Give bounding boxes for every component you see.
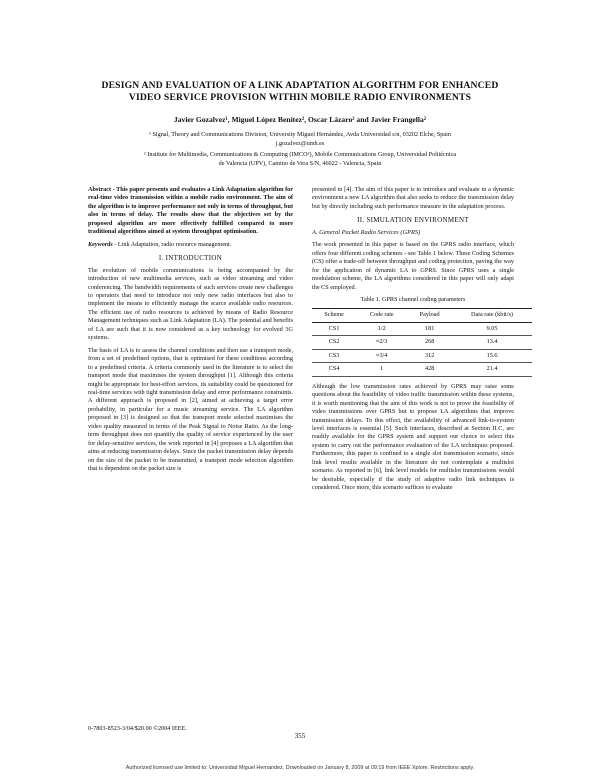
table-row	[312, 322, 532, 335]
table-cell: 21.4	[486, 365, 498, 373]
table-cell: 9.05	[486, 324, 498, 332]
copyright-code: 0-7803-8523-3/04/$20.00 ©2004 IEEE.	[88, 725, 187, 732]
table-cell: 268	[425, 338, 435, 346]
right-continuation-paragraph: presented in [4]. The aim of this paper is to introduce and evaluate in a dynamic environment a new LA algorithm that also seeks to reduce the transmission delay but by directly including such performance measure in the adaptation process.	[312, 186, 514, 210]
keywords-text: - Link Adaptation, radio resource management.	[112, 240, 232, 248]
table-cell: ≈2/3	[376, 338, 388, 346]
intro-paragraph-2: The basis of LA is to assess the channel conditions and then use a transport mode, from a set of predefined options, that is optimised for these conditions according to a predefined criteria. A criteria commonly used in the literature is to select the transport mode that maximises the system throughput [1]. Although this criteria might be appropriate for best-effort services, its suitability could be questioned for real-time services with tight transmission delay and error performance constraints. A different approach is proposed in [2], aimed at achieving a target error probability, in particular for a music streaming service. The LA algorithm proposed in [3] is designed so that the transport mode selected maximises the video quality measured in terms of the Peak Signal to Noise Ratio. As the long-term throughput does not quantify the quality of service experienced by the user for delay-sensitive services, the work reported in [4] proposes a LA algorithm that aims at reducing transmission delays. Since the packet transmission delay depends on the size of the packet to be transmitted, a transport mode selection algorithm that is dependent on the packet size is	[88, 346, 293, 473]
author-list: Javier Gozalvez¹, Miguel López Benítez², Oscar Lázaro² and Javier Frangella²	[173, 115, 427, 124]
table-row	[312, 349, 532, 362]
table-row	[312, 336, 532, 349]
table-cell: CS2	[328, 338, 340, 346]
paper-title	[60, 80, 540, 103]
left-column	[88, 186, 293, 478]
affiliation-2	[64, 151, 536, 168]
table-cell: CS3	[328, 351, 340, 359]
intro-paragraph-1: The evolution of mobile communications is being accompanied by the introduction of new multimedia services, such as video streaming and video conferencing. The bandwidth requirements of such services create new challenges to operators that need to introduce not only new radio interfaces but also to implement the means to efficiently manage the scarce available radio resources. The efficient use of radio resources is achieved by means of Radio Resource Management techniques such as Link Adaptation (LA). The potential and benefits of LA are such that it is now considered as a key technology for evolved 3G systems.	[88, 266, 293, 342]
coding-scheme-table	[312, 308, 532, 376]
table-cell: CS4	[328, 365, 340, 373]
table-cell: 13.4	[486, 338, 498, 346]
table-header-row	[312, 309, 532, 322]
section-heading-simulation: II. SIMULATION ENVIRONMENT	[357, 216, 469, 225]
keywords	[88, 241, 293, 249]
affiliation-2-cont: de Valencia (UPV), Camino de Vera S/N, 46022 - Valencia, Spain	[218, 159, 382, 167]
table-cell: 15.6	[486, 351, 498, 359]
title-line-1: DESIGN AND EVALUATION OF A LINK ADAPTATION ALGORITHM FOR ENHANCED	[101, 80, 499, 91]
keywords-label: Keywords	[88, 240, 113, 248]
table-header-cell: Code rate	[369, 311, 394, 319]
table-cell: 1	[380, 365, 384, 373]
table-cell: 1/2	[377, 324, 386, 332]
section-heading-introduction: I. INTRODUCTION	[158, 254, 223, 263]
gprs-paragraph: The work presented in this paper is based on the GPRS radio interface, which offers four different coding schemes - see Table 1 below. These Coding Schemes (CS) offer a trade-off between throughput and coding protection, paving the way for the application of dynamic LA to GPRS. Since GPRS uses a single modulation scheme, the LA algorithms considered in this paper will only adapt the CS employed.	[312, 241, 514, 291]
affiliation-1-text: ¹ Signal, Theory and Communications Division, University Miguel Hernández, Avda Universidad s/n, 03202 Elche, Spain	[149, 131, 451, 138]
table-row	[312, 363, 532, 376]
table-cell: CS1	[328, 324, 340, 332]
table-header-cell: Scheme	[324, 311, 344, 319]
abstract-text: - This paper presents and evaluates a Link Adaptation algorithm for real-time video transmission within a mobile radio environment. The aim of the algorithm is to improve performance not only in terms of throughput, but also in terms of delay. The results show that the objectives set by the proposed algorithm are more effectively fulfilled compared to more traditional algorithms aimed at system throughput optimisation.	[88, 186, 293, 236]
table-header-cell: Data rate (kbit/s)	[471, 311, 513, 319]
abstract-label: Abstract	[88, 186, 112, 193]
affiliation-1-email: j.gozalvez@umh.es	[275, 139, 325, 147]
after-table-paragraph: Although the low transmission rates achieved by GPRS may raise some questions about the feasibility of video traffic transmission within these systems, it is worth mentioning that the aim of this work is not to prove the feasibility of video transmissions over GPRS but to propose LA algorithms that improve transmission delays. To this effect, the availability of advanced link-to-system level interfaces is essential [5]. Such interfaces, described at Section II.C, are readily available for the GPRS system and support our choice to select this system to carry out the performance evaluation of the LA techniques proposed. Furthermore, this paper is confined to a single slot transmission scenario, since link level results available in the literature do not contemplate a multislot scenario. As reported in [6], link level models for multislot transmissions would be desirable, especially if the study of adaptive radio link techniques is considered. Once more, this scenario suffices to evaluate	[312, 382, 514, 492]
table-cell: 312	[425, 351, 435, 359]
subsection-heading-gprs: A. General Packet Radio Services (GPRS)	[312, 228, 421, 236]
affiliation-1	[64, 131, 536, 148]
title-line-2: VIDEO SERVICE PROVISION WITHIN MOBILE RADIO ENVIRONMENTS	[128, 91, 472, 103]
table-cell: 428	[425, 365, 435, 373]
table-cell: 181	[425, 324, 435, 332]
table-header-cell: Payload	[419, 311, 440, 319]
download-notice: Authorized licensed use limited to: Universidad Miguel Hernandez. Downloaded on January 8, 2009 at 09:19 from IEEE Xplore. Restrictions apply.	[125, 765, 475, 771]
right-column	[312, 186, 514, 497]
table-caption: Table 1. GPRS channel coding parameters	[360, 295, 466, 303]
abstract	[88, 186, 293, 237]
page-number: 355	[294, 732, 306, 740]
affiliation-2-text: ² Institute for Multimedia, Communications & Computing (IMCO²), Mobile Communications Group, Universidad Politécnica	[143, 151, 457, 158]
table-cell: ≈3/4	[376, 351, 388, 359]
